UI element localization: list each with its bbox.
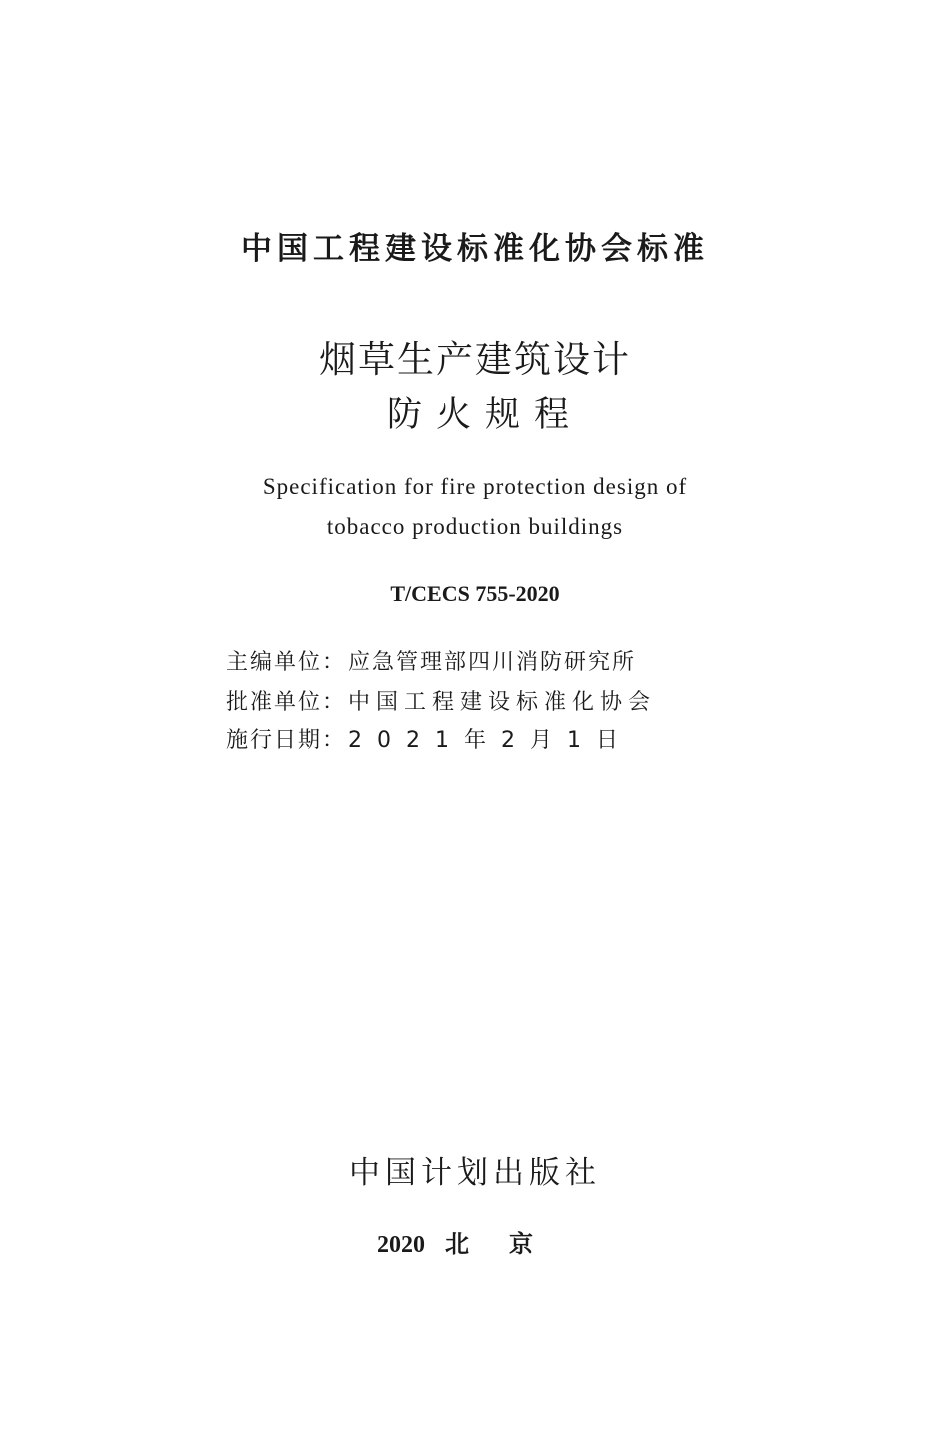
publication-year: 2020	[377, 1232, 425, 1258]
approved-by-value: 中国工程建设标准化协会	[348, 690, 657, 715]
chief-editor-row	[226, 646, 746, 680]
effective-date-value: 2021年2月1日	[348, 728, 634, 753]
publisher-name: 中国计划出版社	[349, 1155, 601, 1191]
effective-date-label: 施行日期	[226, 728, 323, 753]
separator: ：	[322, 650, 347, 675]
document-title: 烟草生产建筑设计	[319, 338, 631, 381]
separator: ：	[322, 690, 347, 715]
chief-editor-value: 应急管理部四川消防研究所	[348, 650, 637, 675]
english-title-line2: tobacco production buildings	[326, 514, 624, 539]
effective-date-row	[226, 724, 746, 758]
publication-city: 北京	[445, 1230, 573, 1258]
issuer-line: 中国工程建设标准化协会标准	[241, 231, 709, 267]
english-title-line1: Specification for fire protection design of	[262, 474, 688, 499]
publication-line	[0, 1226, 950, 1263]
standard-code: T/CECS 755-2020	[390, 581, 560, 606]
approved-by-label: 批准单位	[226, 690, 323, 715]
chief-editor-label: 主编单位	[226, 650, 323, 675]
separator: ：	[322, 728, 347, 753]
document-title-line2: 防火规程	[386, 395, 583, 435]
approved-by-row	[226, 686, 746, 720]
